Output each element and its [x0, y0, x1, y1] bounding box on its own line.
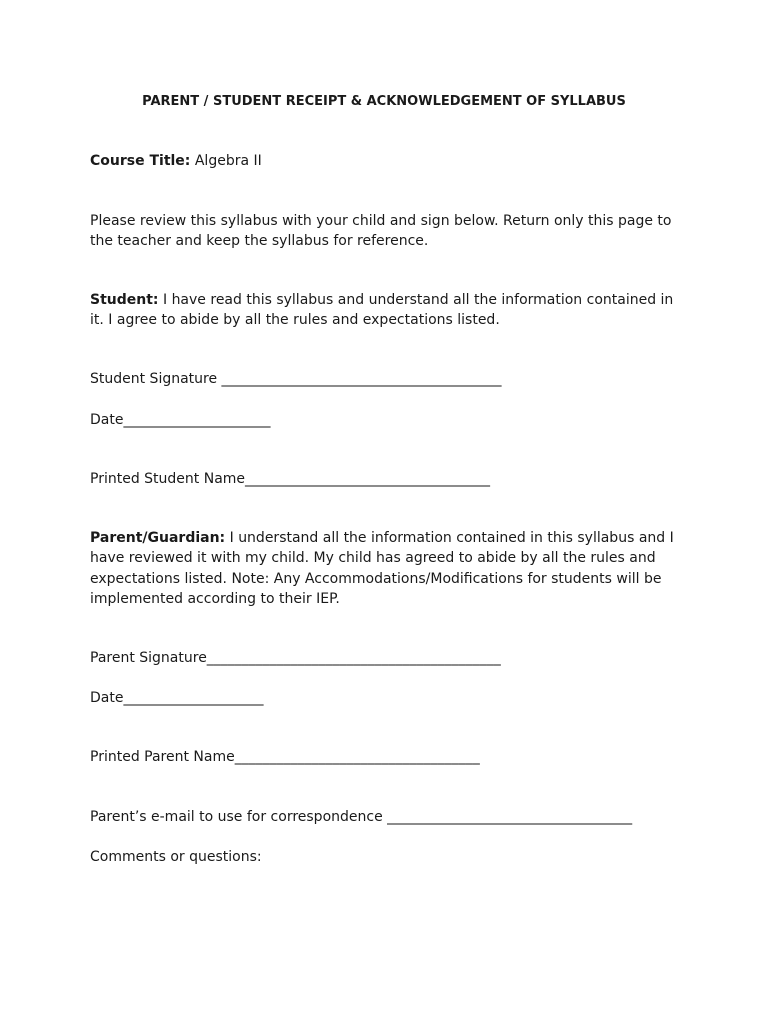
student-statement-line: Student: I have read this syllabus and understand all the information contained in — [90, 292, 674, 308]
course-title-value: Algebra II — [194, 153, 262, 169]
parent-statement-label: Parent/Guardian: — [90, 530, 226, 546]
student-date-field: Date_____________________ — [90, 412, 271, 428]
page-title: PARENT / STUDENT RECEIPT & ACKNOWLEDGEMENT OF SYLLABUS — [142, 94, 626, 109]
parent-statement-line: have reviewed it with my child. My child has agreed to abide by all the rules and — [90, 550, 656, 567]
student-statement-paragraph — [90, 290, 690, 331]
comments-field: Comments or questions: — [90, 849, 262, 865]
parent-statement-line: implemented according to their IEP. — [90, 590, 340, 607]
student-statement-label: Student: — [90, 292, 159, 308]
parent-date-field: Date____________________ — [90, 690, 264, 706]
parent-statement-line: expectations listed. Note: Any Accommodations/Modifications for students will be — [90, 570, 662, 587]
parent-statement-paragraph — [90, 528, 690, 609]
student-printed-name-field: Printed Student Name___________________________________ — [90, 471, 491, 487]
course-title-line — [90, 151, 262, 171]
student-signature-field: Student Signature ________________________________________ — [90, 371, 502, 387]
instructions-line: Please review this syllabus with your child and sign below. Return only this page to — [90, 213, 672, 229]
parent-signature-field: Parent Signature__________________________________________ — [90, 650, 501, 666]
instructions-paragraph — [90, 211, 690, 252]
parent-email-field: Parent’s e-mail to use for correspondence ___________________________________ — [90, 809, 633, 825]
parent-printed-name-field: Printed Parent Name___________________________________ — [90, 749, 480, 765]
student-statement-line: it. I agree to abide by all the rules and expectations listed. — [90, 312, 500, 329]
parent-statement-line: Parent/Guardian: I understand all the information contained in this syllabus and I — [90, 530, 674, 546]
instructions-line: the teacher and keep the syllabus for reference. — [90, 233, 429, 250]
course-title-label: Course Title: — [90, 153, 191, 169]
